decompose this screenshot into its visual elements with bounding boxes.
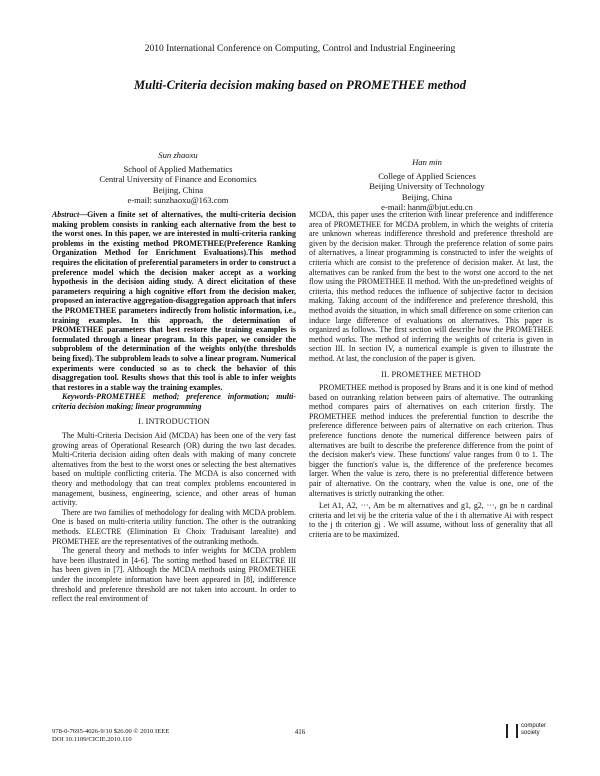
author-org: Central University of Finance and Economics (99, 174, 257, 185)
author-org: Beijing University of Technology (369, 181, 485, 192)
paper-title: Multi-Criteria decision making based on PROMETHEE method (134, 78, 466, 92)
right-column (309, 210, 553, 540)
footer-doi: DOI 10.1109/CICIE.2010.110 (52, 736, 132, 744)
logo-mark-icon (506, 724, 518, 738)
abstract-text: —Given a finite set of alternatives, the multi-criteria decision making problem consists in ranking each alternative from the best to the worst ones. In this paper, we are interested in multi-criteria ranking problems in the existing method PROMETHEE(Preference Ranking Organization Method for Enrichment Evaluations).This method requires the elicitation of preferential parameters in order to construct a preference model which the decision maker accept as a working hypothesis in the decision aiding study. A direct elicitation of these parameters requiring a high cognitive effort from the decision maker, proposed an interactive aggregation-disaggregation approach that infers the PROMETHEE parameters indirectly from holistic information, i.e., training examples. In this approach, the determination of PROMETHEE parameters that best restore the training examples is formulated through a linear program. In this paper, we consider the subproblem of the determination of the weights only(the thresholds being fixed). The subproblem leads to solve a linear program. Numerical experiments were conducted so as to check the behavior of this disaggregation tool. Results shows that this tool is able to infer weights that restores in a stable way the training examples. (52, 210, 296, 392)
author-block-2 (307, 157, 547, 213)
computer-society-logo (506, 722, 552, 742)
author-block-1 (58, 150, 298, 206)
author-dept: School of Applied Mathematics (123, 163, 233, 174)
abstract (52, 210, 296, 392)
author-city: Beijing, China (152, 184, 204, 195)
author-email: e-mail: sunzhaoxu@163.com (127, 195, 229, 206)
author-email: e-mail: hanm@bjut.edu.cn (381, 202, 473, 213)
paragraph: The general theory and methods to infer weights for MCDA problem have been illustrated in [4-6]. The sorting method based on ELECTRE III has been given in [7]. Although the MCDA methods using PROMETHEE under the incomplete information have been appeared in [8], indifference threshold and preference threshold are not taken into account. In order to reflect the real environment of (52, 546, 296, 604)
author-city: Beijing, China (401, 191, 453, 202)
paragraph: There are two families of methodology for dealing with MCDA problem. One is based on multi-criteria utility function. The other is the outranking methods. ELECTRE (Elimination Et Choix Traduisant larealite) and PROMETHEE are the representatives of the outranking methods. (52, 507, 296, 546)
paragraph-let: Let A1, A2, ···, Am be m alternatives and g1, g2, ···, gn be n cardinal criteria and let vij be the criteria value of the i th alternative Ai with respect to the j th criterion gj . We will assume, without loss of generality that all criteria are to be maximized. (309, 501, 553, 539)
page-number: 416 (294, 728, 306, 736)
footer-isbn: 978-0-7695-4026-9/10 $26.00 © 2010 IEEE (52, 728, 170, 735)
section-heading-introduction: I. INTRODUCTION (138, 417, 210, 427)
paragraph: PROMETHEE method is proposed by Brans and it is one kind of method based on outranking relation between pairs of alternative. The outranking method compares pairs of alternatives on each criterion firstly. The PROMETHEE method induces the preferential function to describe the preference difference between pairs of alternative on each criterion. Thus preference functions denote the numerical difference between pairs of alternatives are built to describe the preference difference from the point of the decision maker's view. These functions' value ranges from 0 to 1. The bigger the function's value is, the difference of the preference becomes larger. When the value is zero, there is no preferential difference between pair of alternative. On the contrary, when the value is one, one of the alternatives is strictly outranking the other. (309, 383, 553, 498)
keywords: Keywords-PROMETHEE method; preference information; multi-criteria decision making; linear programming (52, 392, 296, 411)
logo-text: computer society (521, 723, 547, 736)
paragraph: The Multi-Criteria Decision Aid (MCDA) has been one of the very fast growing areas of Operational Research (OR) during the two last decades. Multi-Criteria decision aiding often deals with making of many concrete alternatives from the best to the worst ones or selecting the best alternatives based on multiple conflicting criteria. The MCDA is also concerned with theory and methodology that can treat complex problems encountered in management, business, engineering, science, and other areas of human activity. (52, 431, 296, 508)
author-dept: College of Applied Sciences (378, 170, 476, 181)
section-heading-method: II. PROMETHEE METHOD (381, 369, 481, 379)
left-column (52, 210, 296, 604)
paragraph: MCDA, this paper uses the criterion with linear preference and indifference area of PROMETHEE for MCDA problem, in which the weights of criteria are unknown whereas indifference threshold and preference threshold are given by the decision maker. Through the preference relation of some pairs of alternatives, a linear programming is constructed to infer the weights of criteria which are consist to the preference of decision maker. At last, the alternatives can be ranked from the best to the worst one accord to the net flow using the PROMETHEE II method. With the un-predefined weights of criteria, this method reduces the influence of subjective factor to decision making. Taking account of the indifference and preference threshold, this method avoids the situation, in which small difference on some criterion can induce large difference of evaluations on alternatives. This paper is organized as follows. The first section will describe how the PROMETHEE method works. The method of inferring the weights of criteria is given in section III. In section IV, a numerical example is given to illustrate the method. At last, the conclusion of the paper is given. (309, 210, 553, 363)
author-name: Sun zhaoxu (158, 150, 198, 160)
author-name: Han min (412, 157, 442, 167)
conference-header: 2010 International Conference on Computing, Control and Industrial Engineering (144, 44, 456, 54)
abstract-lead: Abstract (52, 210, 80, 219)
